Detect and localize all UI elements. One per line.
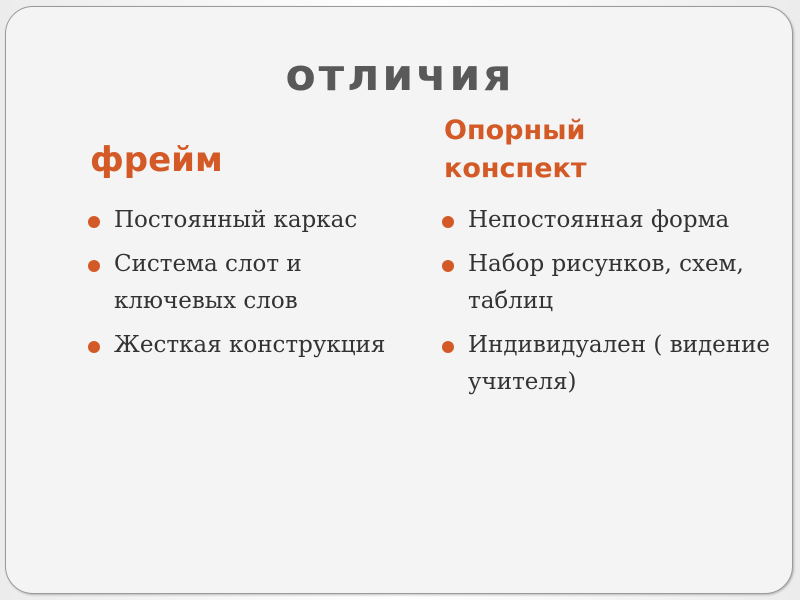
- list-item: [88, 327, 388, 364]
- list-item-text: Постоянный каркас: [114, 207, 358, 233]
- list-item: [442, 246, 782, 320]
- right-heading-line-2: конспект: [444, 153, 587, 184]
- round-bullet-icon: [442, 341, 454, 353]
- list-item: [442, 327, 782, 401]
- list-item: [88, 246, 388, 320]
- left-bullet-list: [88, 202, 388, 371]
- right-heading-line-1: Опорный: [444, 115, 586, 146]
- right-column-heading: [444, 112, 744, 188]
- list-item-text: Непостоянная форма: [468, 207, 730, 233]
- round-bullet-icon: [88, 216, 100, 228]
- right-bullet-list: [442, 202, 782, 408]
- list-item-text: Система слот и ключевых слов: [114, 251, 302, 314]
- list-item-text: Набор рисунков, схем, таблиц: [468, 251, 744, 314]
- round-bullet-icon: [88, 341, 100, 353]
- list-item: [442, 202, 782, 239]
- slide-title: отличия: [285, 50, 515, 101]
- list-item: [88, 202, 388, 239]
- left-column-heading: фрейм: [90, 140, 223, 180]
- round-bullet-icon: [442, 216, 454, 228]
- list-item-text: Индивидуален ( видение учителя): [468, 332, 771, 395]
- list-item-text: Жесткая конструкция: [114, 332, 386, 358]
- round-bullet-icon: [442, 260, 454, 272]
- round-bullet-icon: [88, 260, 100, 272]
